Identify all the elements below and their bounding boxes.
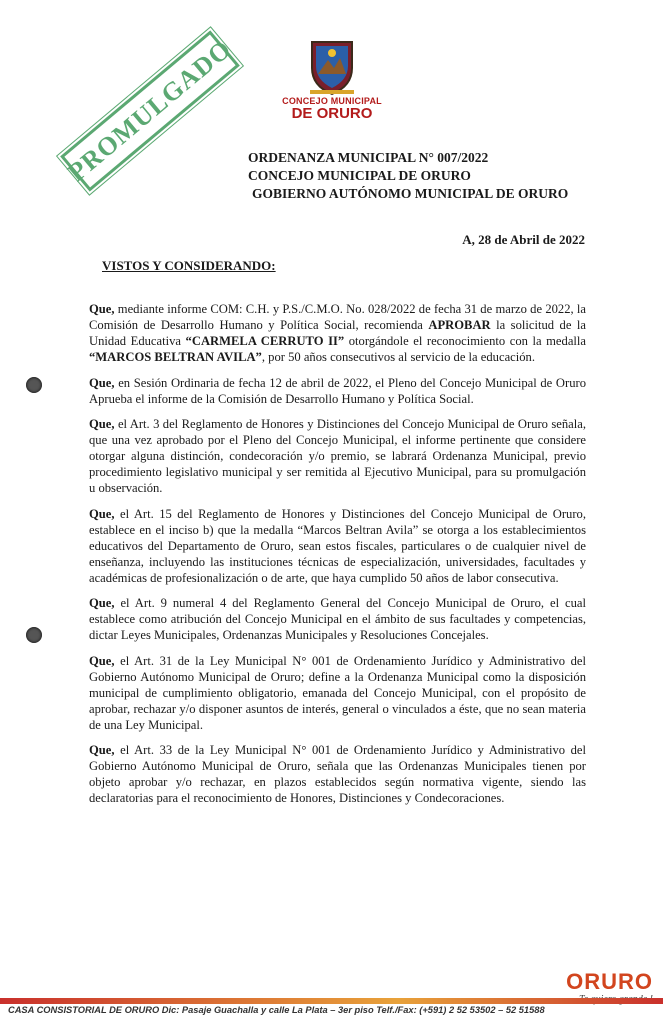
document-body [89, 301, 586, 816]
paragraph [89, 416, 586, 496]
council-crest [282, 38, 382, 128]
brand-logo: ORURO [566, 969, 653, 994]
government-name: GOBIERNO AUTÓNOMO MUNICIPAL DE ORURO [252, 186, 569, 201]
paragraph-text: la solicitud de la Unidad Educativa [89, 318, 586, 348]
document-header [248, 149, 648, 203]
footer-divider [0, 998, 663, 1004]
ordinance-number: ORDENANZA MUNICIPAL N° 007/2022 [248, 150, 489, 165]
paragraph-lead: Que, [89, 417, 115, 431]
paragraph-lead: Que, [89, 743, 115, 757]
paragraph-text: mediante informe COM: C.H. y P.S./C.M.O. No. 028/2022 de fecha 31 de marzo de 2022, la Comisión de Desarrollo Humano y Política Social, recomienda [89, 302, 586, 332]
paragraph-text: el Art. 3 del Reglamento de Honores y Distinciones del Concejo Municipal de Oruro señala, que una vez aprobado por el Pleno del Concejo Municipal, el informe pertinente que considere otorgar alguna distinción, condecoración y/o premio, se labrará Ordenanza Municipal, previo procedimiento legislativo municipal y ser remitida al Ejecutivo Municipal, para su promulgación u observación. [89, 417, 586, 495]
paragraph-emphasis: “MARCOS BELTRAN AVILA” [89, 350, 262, 364]
paragraph-lead: Que, [89, 506, 115, 521]
crest-caption-top: CONCEJO MUNICIPAL [282, 96, 382, 106]
punch-hole-icon [26, 377, 42, 393]
punch-hole-icon [26, 627, 42, 643]
paragraph-text: , por 50 años consecutivos al servicio de la educación. [261, 350, 535, 364]
coat-of-arms-icon [306, 38, 358, 96]
paragraph-text: el Art. 33 de la Ley Municipal N° 001 de Ordenamiento Jurídico y Administrativo del Gobierno Autónomo Municipal de Oruro, señala que las Ordenanzas Municipales tienen por objeto aprobar y/o rechazar, en plazos establecidos según normativa vigente, siendo las declaratorias para el reconocimiento de Honores, Distinciones y Condecoraciones. [89, 743, 586, 805]
paragraph-emphasis: APROBAR [428, 318, 491, 332]
paragraph-text: el Art. 9 numeral 4 del Reglamento General del Concejo Municipal de Oruro, el cual establece como atribución del Concejo Municipal en el ámbito de sus facultades y competencias, dictar Leyes Municipales, Ordenanzas Municipales y Resoluciones Concejales. [89, 596, 586, 642]
paragraph [89, 301, 586, 365]
paragraph [89, 506, 586, 586]
paragraph-lead: Que, [89, 302, 115, 316]
paragraph-lead: Que, [89, 375, 115, 390]
paragraph-text: el Art. 15 del Reglamento de Honores y Distinciones del Concejo Municipal de Oruro, establece en el inciso b) que la medalla “Marcos Beltran Avila” se otorga a los establecimientos educativos del Departamento de Oruro, sean estos fiscales, particulares o de cualquier nivel de enseñanza, incluyendo las instituciones técnicas de especialización, universidades, facultades y académicas de profesionalización o de arte, que haya cumplido 50 años de labor consecutiva. [89, 506, 586, 585]
document-date: A, 28 de Abril de 2022 [462, 232, 585, 247]
crest-caption-bottom: DE ORURO [291, 105, 373, 122]
paragraph [89, 595, 586, 643]
paragraph [89, 742, 586, 806]
paragraph [89, 375, 586, 407]
paragraph-text: otorgándole el reconocimiento con la medalla [344, 334, 586, 348]
paragraph-emphasis: “CARMELA CERRUTO II” [185, 334, 345, 348]
paragraph-lead: Que, [89, 596, 115, 610]
paragraph [89, 653, 586, 733]
paragraph-text: el Art. 31 de la Ley Municipal N° 001 de Ordenamiento Jurídico y Administrativo del Gobierno Autónomo Municipal de Oruro; define a la Ordenanza Municipal como la disposición municipal de cumplimiento obligatorio, emanada del Concejo Municipal, con el propósito de aprobar, rechazar y/o disponer asuntos de interés, general o vinculados a éste, que no sean materia de una Ley Municipal. [89, 653, 586, 732]
paragraph-text: en Sesión Ordinaria de fecha 12 de abril de 2022, el Pleno del Concejo Municipal de Oruro Aprueba el informe de la Comisión de Desarrollo Humano y Política Social. [89, 375, 586, 406]
footer-address: CASA CONSISTORIAL DE ORURO Dic: Pasaje Guachalla y calle La Plata – 3er piso Telf./Fax: (+591) 2 52 53502 – 52 51588 [8, 1005, 545, 1015]
section-title: VISTOS Y CONSIDERANDO: [102, 258, 276, 273]
paragraph-lead: Que, [89, 653, 115, 668]
promulgado-stamp: PROMULGADO [60, 30, 240, 191]
council-name: CONCEJO MUNICIPAL DE ORURO [248, 168, 471, 183]
